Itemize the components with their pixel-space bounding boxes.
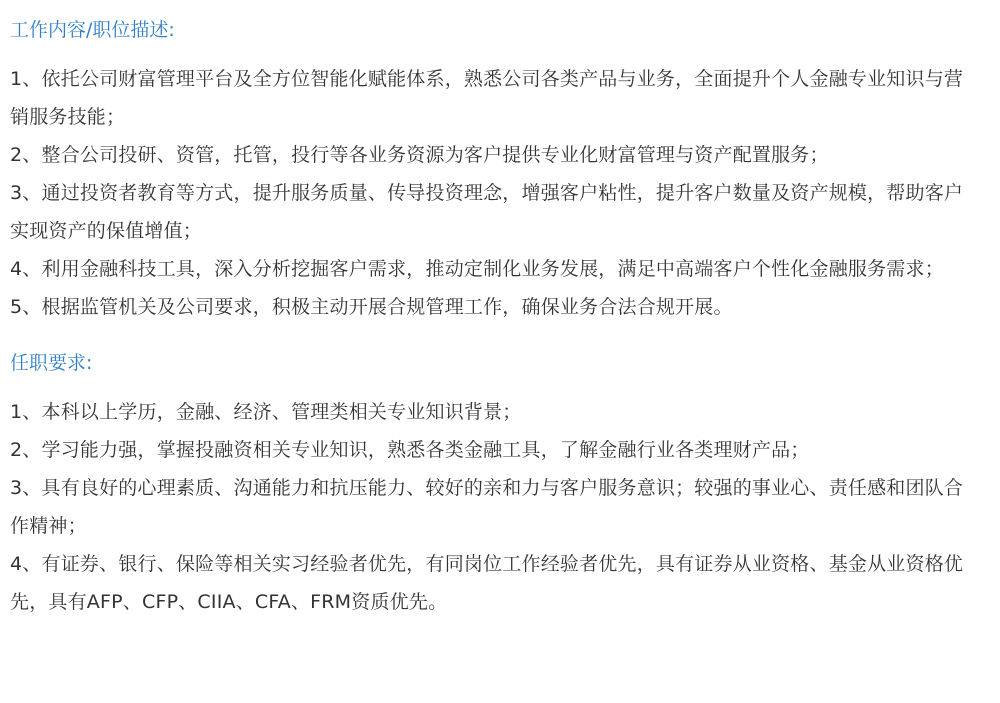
job-content-item-3: 3、通过投资者教育等方式，提升服务质量、传导投资理念，增强客户粘性，提升客户数量及资产规模，帮助客户实现资产的保值增值； <box>10 182 964 242</box>
job-content-section <box>10 14 982 326</box>
job-content-item-5: 5、根据监管机关及公司要求，积极主动开展合规管理工作，确保业务合法合规开展。 <box>10 296 733 318</box>
job-content-item-1: 1、依托公司财富管理平台及全方位智能化赋能体系，熟悉公司各类产品与业务，全面提升个人金融专业知识与营销服务技能； <box>10 68 964 128</box>
requirements-heading: 任职要求: <box>10 352 93 374</box>
requirement-item-1: 1、本科以上学历，金融、经济、管理类相关专业知识背景； <box>10 401 522 423</box>
requirement-item-4: 4、有证券、银行、保险等相关实习经验者优先，有同岗位工作经验者优先，具有证券从业资格、基金从业资格优先，具有AFP、CFP、CIIA、CFA、FRM资质优先。 <box>10 553 964 613</box>
job-content-item-4: 4、利用金融科技工具，深入分析挖掘客户需求，推动定制化业务发展，满足中高端客户个性化金融服务需求； <box>10 258 944 280</box>
spacer <box>10 379 982 393</box>
requirement-item-2: 2、学习能力强，掌握投融资相关专业知识，熟悉各类金融工具，了解金融行业各类理财产品； <box>10 439 810 461</box>
spacer <box>10 46 982 60</box>
job-content-item-2: 2、整合公司投研、资管，托管，投行等各业务资源为客户提供专业化财富管理与资产配置服务； <box>10 144 829 166</box>
requirement-item-3: 3、具有良好的心理素质、沟通能力和抗压能力、较好的亲和力与客户服务意识；较强的事业心、责任感和团队合作精神； <box>10 477 964 537</box>
requirements-section <box>10 347 982 621</box>
job-content-heading: 工作内容/职位描述: <box>10 19 175 41</box>
